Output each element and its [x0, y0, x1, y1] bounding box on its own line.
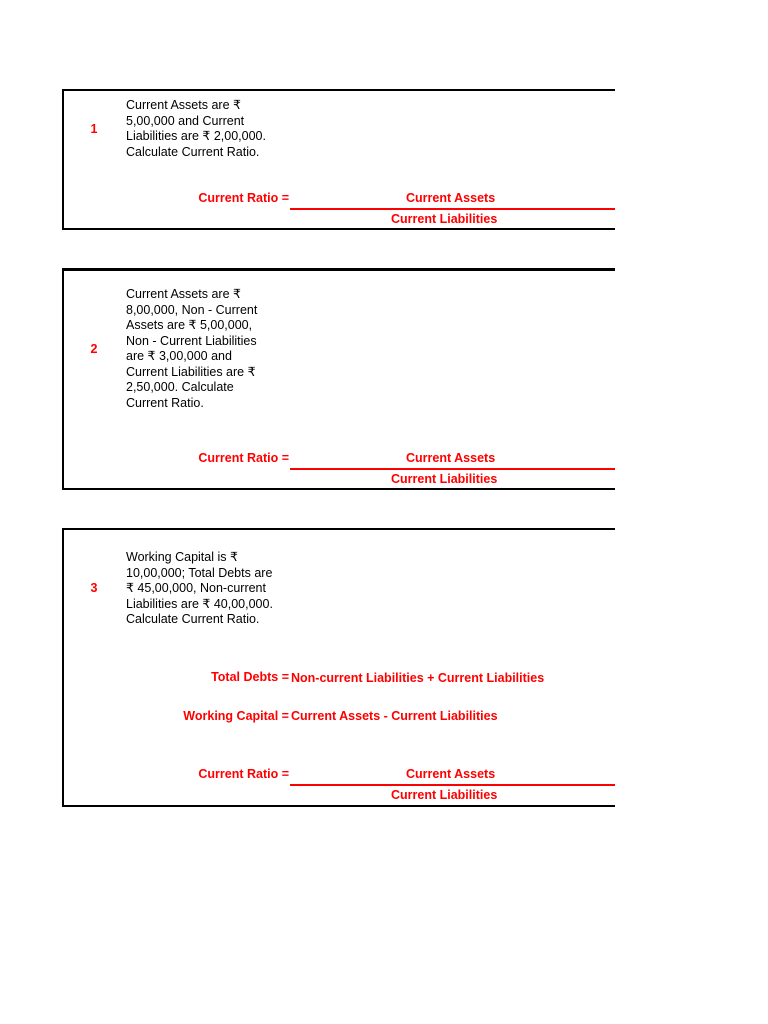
question-line: Liabilities are ₹ 2,00,000.	[126, 129, 266, 143]
numerator-text: Current Assets	[406, 767, 496, 781]
question-line: Current Ratio.	[126, 395, 204, 410]
denominator-text: Current Liabilities	[391, 212, 498, 226]
problem-2-box	[62, 268, 615, 490]
question-line: Current Assets are ₹	[126, 287, 241, 301]
question-line: Calculate Current Ratio.	[126, 144, 260, 159]
ratio-numerator	[290, 766, 615, 786]
problem-number: 2	[90, 342, 98, 356]
question-line: 10,00,000; Total Debts are	[126, 565, 273, 580]
total-debts-label: Total Debts =	[211, 670, 289, 684]
question-line: Calculate Current Ratio.	[126, 612, 260, 626]
current-ratio-label: Current Ratio =	[198, 451, 289, 465]
problem-question	[126, 98, 296, 160]
current-ratio-label: Current Ratio =	[198, 767, 289, 781]
question-line: Current Liabilities are ₹	[126, 364, 256, 379]
question-line: Non - Current Liabilities	[126, 333, 257, 348]
problem-question	[126, 550, 296, 628]
question-line: Assets are ₹ 5,00,000,	[126, 318, 253, 332]
denominator-text: Current Liabilities	[391, 788, 498, 802]
problem-number: 3	[90, 581, 98, 595]
problem-question	[126, 287, 296, 411]
current-ratio-label: Current Ratio =	[198, 191, 289, 205]
ratio-numerator	[290, 450, 615, 470]
question-line: ₹ 45,00,000, Non-current	[126, 581, 266, 595]
problem-1-box	[62, 89, 615, 230]
total-debts-formula: Non-current Liabilities + Current Liabilities	[291, 671, 545, 685]
question-line: Current Assets are ₹	[126, 98, 241, 112]
problem-3-box	[62, 528, 615, 807]
working-capital-formula: Current Assets - Current Liabilities	[291, 709, 498, 723]
question-line: 8,00,000, Non - Current	[126, 302, 258, 317]
numerator-text: Current Assets	[406, 191, 496, 205]
problem-number: 1	[90, 122, 98, 136]
numerator-text: Current Assets	[406, 451, 496, 465]
question-line: Liabilities are ₹ 40,00,000.	[126, 596, 273, 611]
ratio-numerator	[290, 190, 615, 210]
question-line: Working Capital is ₹	[126, 550, 238, 564]
denominator-text: Current Liabilities	[391, 472, 498, 486]
working-capital-label: Working Capital =	[183, 709, 289, 723]
question-line: 2,50,000. Calculate	[126, 380, 234, 394]
question-line: are ₹ 3,00,000 and	[126, 349, 232, 363]
question-line: 5,00,000 and Current	[126, 113, 245, 128]
